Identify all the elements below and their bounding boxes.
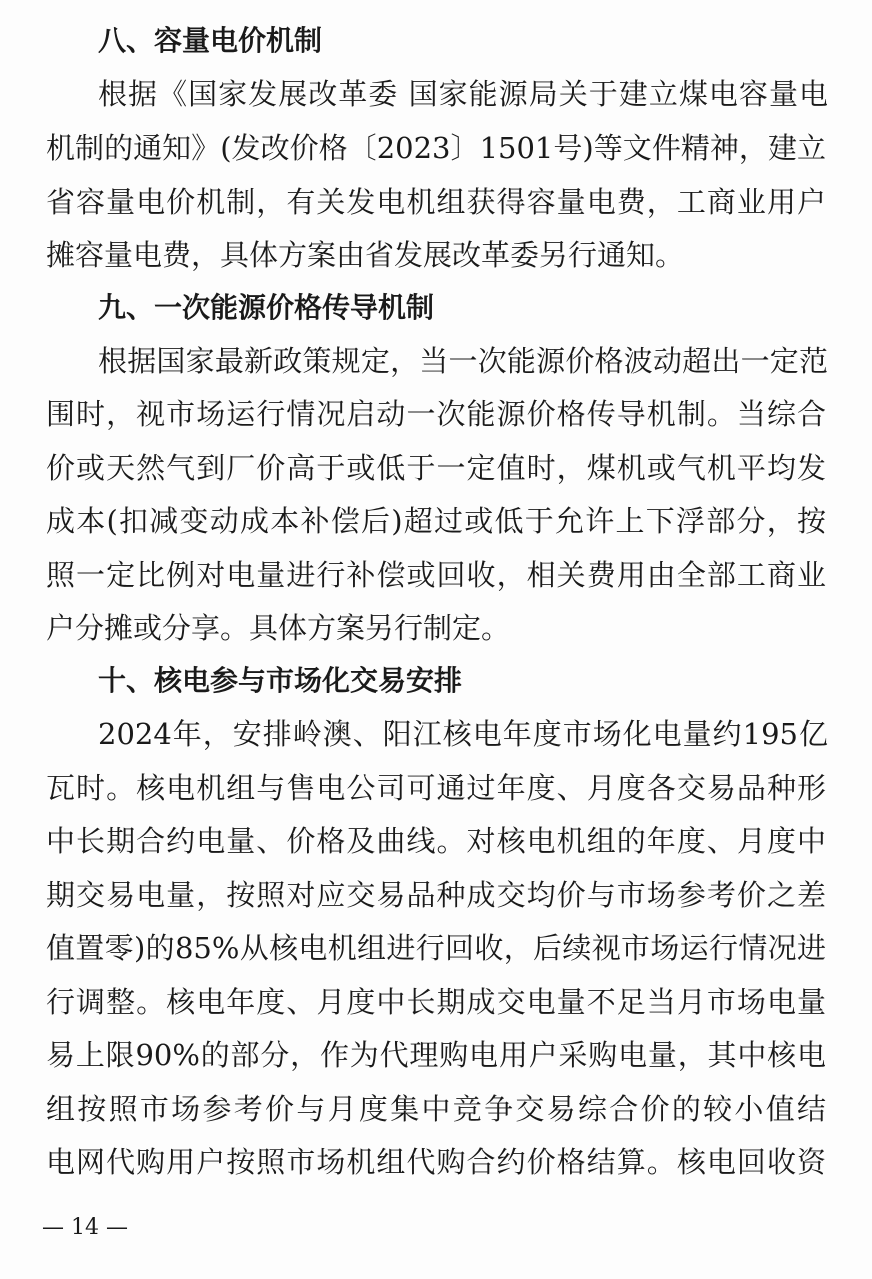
paragraph-line: 值置零)的85%从核电机组进行回收，后续视市场运行情况进 [46, 931, 826, 965]
paragraph-line: 户分摊或分享。具体方案另行制定。 [46, 611, 511, 645]
section-heading-8: 八、容量电价机制 [98, 24, 323, 57]
section-heading-9: 九、一次能源价格传导机制 [98, 291, 435, 324]
page-number: — 14 — [42, 1215, 128, 1240]
paragraph-line: 摊容量电费，具体方案由省发展改革委另行通知。 [46, 238, 685, 272]
paragraph-line: 机制的通知》(发改价格〔2023〕1501号)等文件精神，建立 [46, 131, 826, 165]
paragraph-line: 2024年，安排岭澳、阳江核电年度市场化电量约195亿 [98, 717, 828, 751]
paragraph-line: 根据《国家发展改革委 国家能源局关于建立煤电容量电 [98, 77, 828, 111]
paragraph-line: 期交易电量，按照对应交易品种成交均价与市场参考价之差 [46, 878, 826, 912]
paragraph-line: 行调整。核电年度、月度中长期成交电量不足当月市场电量 [46, 985, 826, 1019]
paragraph-line: 根据国家最新政策规定，当一次能源价格波动超出一定范 [98, 344, 828, 378]
paragraph-line: 成本(扣减变动成本补偿后)超过或低于允许上下浮部分，按 [46, 504, 826, 538]
paragraph-line: 电网代购用户按照市场机组代购合约价格结算。核电回收资 [46, 1145, 826, 1179]
paragraph-line: 围时，视市场运行情况启动一次能源价格传导机制。当综合 [46, 397, 826, 431]
paragraph-line: 中长期合约电量、价格及曲线。对核电机组的年度、月度中 [46, 824, 826, 858]
paragraph-line: 价或天然气到厂价高于或低于一定值时，煤机或气机平均发 [46, 451, 826, 485]
section-heading-10: 十、核电参与市场化交易安排 [98, 664, 463, 697]
paragraph-line: 易上限90%的部分，作为代理购电用户采购电量，其中核电 [46, 1038, 826, 1072]
paragraph-line: 照一定比例对电量进行补偿或回收，相关费用由全部工商业 [46, 558, 826, 592]
paragraph-line: 组按照市场参考价与月度集中竞争交易综合价的较小值结 [46, 1092, 826, 1126]
paragraph-line: 瓦时。核电机组与售电公司可通过年度、月度各交易品种形 [46, 771, 826, 805]
paragraph-line: 省容量电价机制，有关发电机组获得容量电费，工商业用户 [46, 185, 826, 219]
